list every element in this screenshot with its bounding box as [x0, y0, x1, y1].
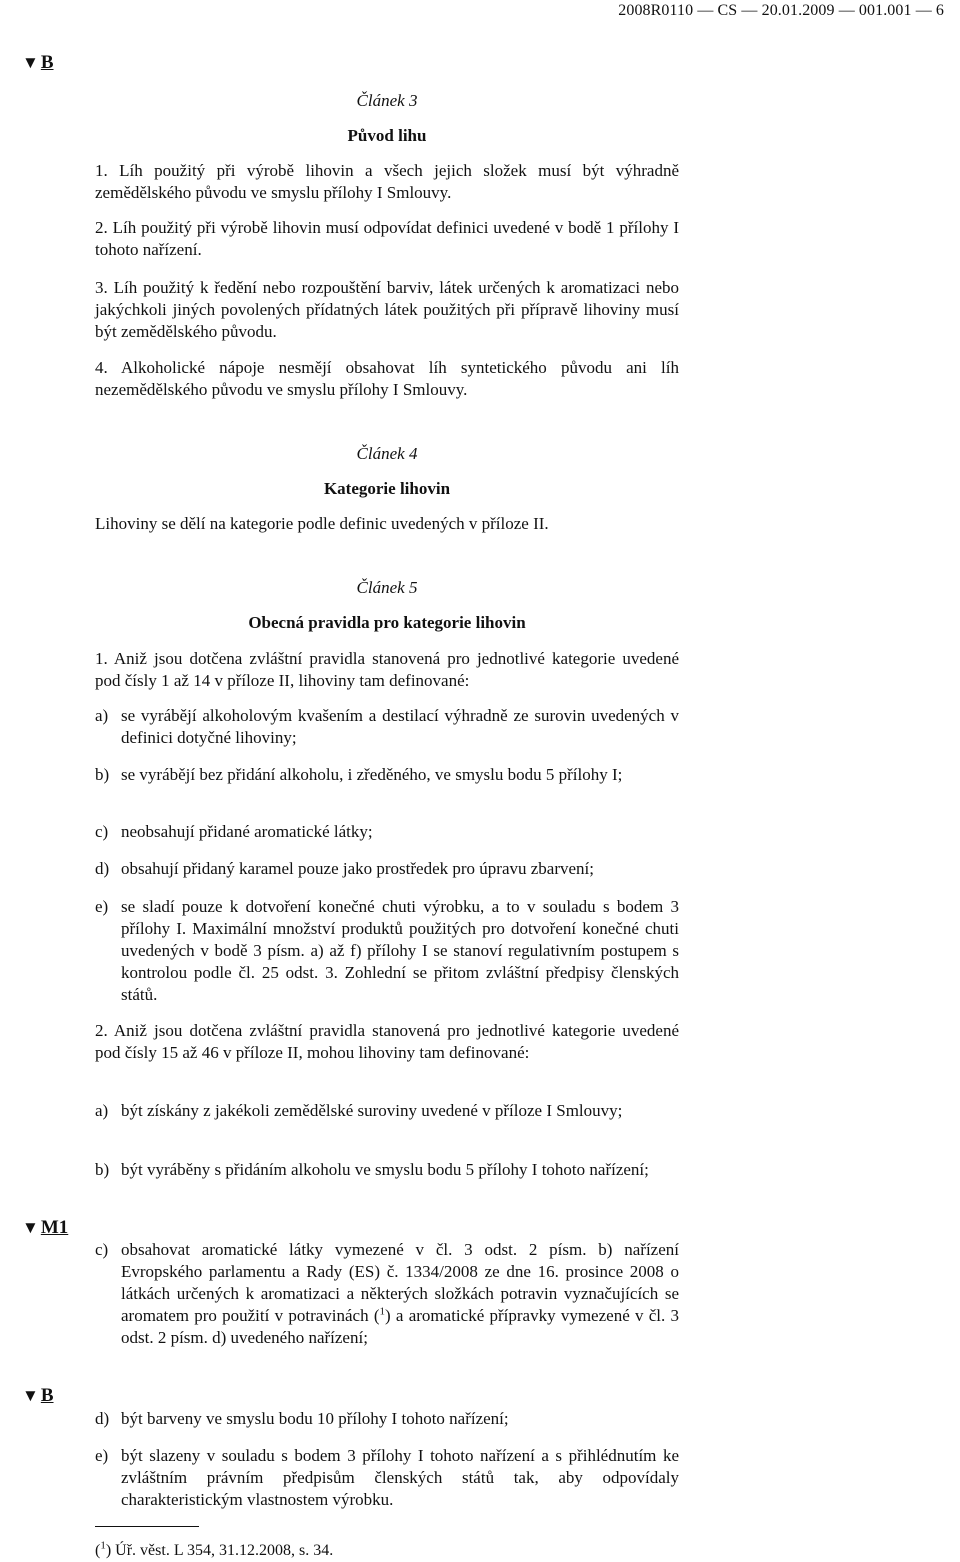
article-3-heading: Původ lihu — [347, 126, 427, 145]
list-item-text: se vyrábějí bez přidání alkoholu, i zředěného, ve smyslu bodu 5 přílohy I; — [121, 765, 623, 784]
list-item-text: se sladí pouze k dotvoření konečné chuti výrobku, a to v souladu s bodem 3 přílohy I. Maximální množství produktů použitých pro dotvoření konečné chuti uvedených v bodě 3 písm. a) až f) přílohy I se stanoví regulativním postupem s kontrolou podle čl. 25 odst. 3. Zohlední se přitom zvláštní předpisy členských států. — [121, 897, 679, 1004]
list-item-text: obsahovat aromatické látky vymezené v čl. 3 odst. 2 písm. b) nařízení Evropského parlamentu a Rady (ES) č. 1334/2008 ze dne 16. prosince 2008 o látkách určených k aromatizaci a některých složkách potravin vyznačujících se aromatem pro použití v potravinách ( — [121, 1240, 679, 1325]
triangle-down-icon: ▼ — [22, 1386, 39, 1405]
marker-code: B — [40, 52, 54, 73]
triangle-down-icon: ▼ — [22, 1218, 39, 1237]
list-item-text: být barveny ve smyslu bodu 10 přílohy I tohoto nařízení; — [121, 1409, 509, 1428]
list-item-label: e) — [95, 897, 109, 916]
list-item-label: c) — [95, 1240, 109, 1259]
amendment-marker-m1 — [22, 1217, 68, 1239]
list-item — [95, 705, 679, 749]
list-item-text: neobsahují přidané aromatické látky; — [121, 822, 373, 841]
article-4-heading: Kategorie lihovin — [323, 479, 451, 498]
list-item — [95, 764, 679, 786]
list-item — [95, 1408, 679, 1430]
list-item-label: a) — [95, 706, 109, 725]
list-item-text: se vyrábějí alkoholovým kvašením a destilací výhradně ze surovin uvedených v definici dotyčné lihoviny; — [121, 706, 679, 747]
list-item — [95, 1445, 679, 1511]
list-item-label: b) — [95, 765, 110, 784]
amendment-marker-b — [22, 1385, 54, 1407]
list-item-text: být získány z jakékoli zemědělské suroviny uvedené v příloze I Smlouvy; — [121, 1101, 623, 1120]
list-item — [95, 1100, 679, 1122]
article-3-title: Článek 3 — [356, 91, 418, 110]
list-item-text: obsahují přidaný karamel pouze jako prostředek pro úpravu zbarvení; — [121, 859, 595, 878]
footnote-number: 1 — [100, 1539, 106, 1552]
list-item-label: e) — [95, 1446, 109, 1465]
list-item-label: c) — [95, 822, 109, 841]
article-3-paragraph-2: 2. Líh použitý při výrobě lihovin musí odpovídat definici uvedené v bodě 1 přílohy I tohoto nařízení. — [95, 218, 679, 259]
article-4-text: Lihoviny se dělí na kategorie podle definic uvedených v příloze II. — [95, 514, 549, 533]
marker-code: M1 — [40, 1217, 69, 1238]
marker-code: B — [40, 1385, 54, 1406]
article-3-paragraph-3: 3. Líh použitý k ředění nebo rozpouštění barviv, látek určených k aromatizaci nebo jakýchkoli jiných povolených přídatných látek použitých při přípravě lihoviny musí být zemědělského původu. — [95, 278, 679, 341]
document-reference-header: 2008R0110 — CS — 20.01.2009 — 001.001 — 6 — [618, 2, 944, 19]
article-5-heading: Obecná pravidla pro kategorie lihovin — [248, 613, 526, 632]
article-3-paragraph-4: 4. Alkoholické nápoje nesmějí obsahovat líh syntetického původu ani líh nezemědělského původu ve smyslu přílohy I Smlouvy. — [95, 358, 679, 399]
article-3-paragraph-1: 1. Líh použitý při výrobě lihovin a všech jejich složek musí být výhradně zemědělského původu ve smyslu přílohy I Smlouvy. — [95, 161, 679, 202]
list-item — [95, 1239, 679, 1349]
footnote-separator — [95, 1526, 199, 1527]
footnote — [95, 1540, 333, 1562]
article-4-title: Článek 4 — [356, 444, 418, 463]
list-item-label: d) — [95, 859, 110, 878]
amendment-marker-b — [22, 52, 54, 74]
list-item-label: a) — [95, 1101, 109, 1120]
list-item — [95, 821, 679, 843]
list-item-text: být slazeny v souladu s bodem 3 přílohy I tohoto nařízení a s přihlédnutím ke zvláštním právním předpisům členských států tak, aby odpovídaly charakteristickým vlastnostem výrobku. — [121, 1446, 679, 1509]
footnote-open-paren: ( — [95, 1542, 101, 1559]
article-5-paragraph-1: 1. Aniž jsou dotčena zvláštní pravidla stanovená pro jednotlivé kategorie uvedené pod čísly 1 až 14 v příloze II, lihoviny tam definované: — [95, 649, 679, 690]
footnote-text: Úř. věst. L 354, 31.12.2008, s. 34. — [115, 1542, 334, 1559]
list-item-label: b) — [95, 1160, 110, 1179]
list-item — [95, 896, 679, 1006]
article-5-title: Článek 5 — [356, 578, 418, 597]
footnote-close-paren: ) — [105, 1542, 112, 1559]
triangle-down-icon: ▼ — [22, 53, 39, 72]
list-item-label: d) — [95, 1409, 110, 1428]
list-item-text-continued: ) a aromatické přípravky vymezené v čl. 3 odst. 2 písm. d) uvedeného nařízení; — [121, 1306, 680, 1347]
list-item-text: být vyráběny s přidáním alkoholu ve smyslu bodu 5 přílohy I tohoto nařízení; — [121, 1160, 649, 1179]
article-5-paragraph-2: 2. Aniž jsou dotčena zvláštní pravidla stanovená pro jednotlivé kategorie uvedené pod čísly 15 až 46 v příloze II, mohou lihoviny tam definované: — [95, 1021, 679, 1062]
list-item — [95, 858, 679, 880]
list-item — [95, 1159, 679, 1181]
footnote-reference: 1 — [379, 1305, 386, 1318]
